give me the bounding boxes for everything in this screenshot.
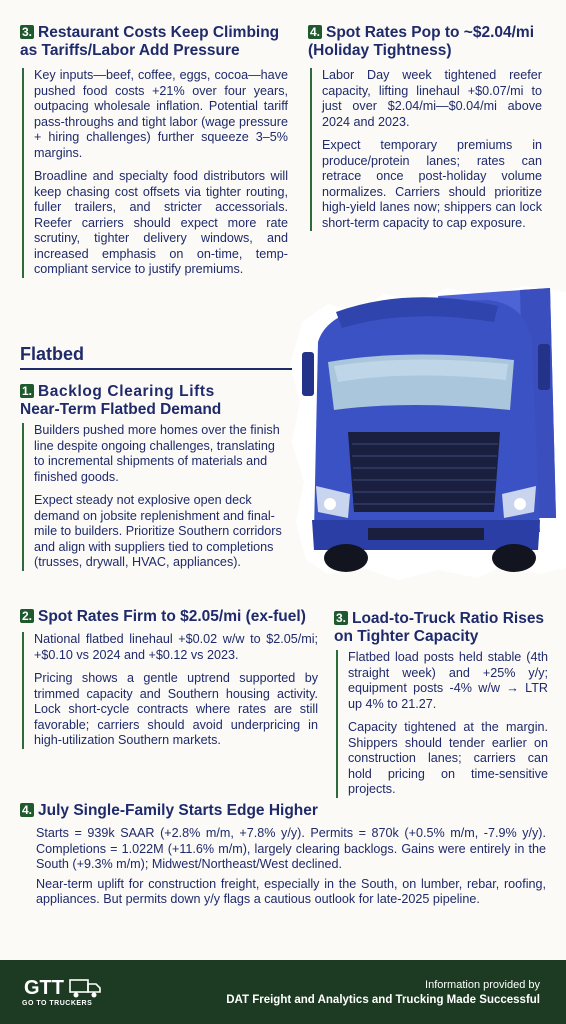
section-number: 3. bbox=[21, 25, 32, 39]
footer-credits bbox=[226, 978, 540, 1008]
paragraph: National flatbed linehaul +$0.02 w/w to $2.05/mi; +$0.10 vs 2024 and +$0.12 vs 2023. bbox=[34, 632, 318, 662]
paragraph: Starts = 939k SAAR (+2.8% m/m, +7.8% y/y). Permits = 870k (+0.5% m/m, -7.9% y/y). Completions = 1.022M (+11.6% m/m), largely clearing backlogs. Gains were entirely in the South (+9.3% m/m); Midwest/Northeast/West declined. bbox=[36, 826, 546, 871]
section-number: 4. bbox=[309, 25, 320, 39]
paragraph: Expect steady not explosive open deck demand on jobsite replenishment and final-mile to builders. Prioritize Southern corridors and align with suppliers tied to completions (trusses, drywall, HVAC, appliances). bbox=[34, 493, 282, 569]
credits-line1: Information provided by bbox=[425, 979, 540, 991]
gtt-logo bbox=[22, 974, 102, 1010]
paragraph: Key inputs—beef, coffee, eggs, cocoa—have pushed food costs +21% over four years, outpacing wholesale inflation. Potential tariff pass-throughs and tight labor (wage pressure + hiring challenges) further squeeze 3–5% margins. bbox=[34, 68, 288, 160]
heading-line1: Spot Rates Firm to $2.05/mi (ex-fuel) bbox=[38, 608, 306, 625]
section-divider bbox=[20, 368, 292, 370]
ltr-heading bbox=[334, 610, 556, 646]
paragraph: Pricing shows a gentle uptrend supported by trimmed capacity and Southern housing activity. Lock short-cycle contracts where rates are still favorable; carriers should avoid underpricing in high-utilization Southern markets. bbox=[34, 671, 318, 747]
reefer-spot-rates-heading bbox=[308, 24, 558, 60]
paragraph: Labor Day week tightened reefer capacity, lifting linehaul +$0.07/mi to just over $2.04/mi—$0.04/mi above 2024 and 2023. bbox=[322, 68, 542, 129]
starts-heading bbox=[20, 802, 340, 820]
ltr-body bbox=[336, 650, 548, 798]
heading-line2: as Tariffs/Labor Add Pressure bbox=[20, 42, 240, 59]
logo-subtext: GO TO TRUCKERS bbox=[22, 1000, 93, 1007]
restaurant-costs-body bbox=[22, 68, 288, 278]
heading-line2: on Tighter Capacity bbox=[334, 628, 479, 645]
paragraph: Builders pushed more homes over the finish line despite ongoing challenges, translating to incremental shipments of materials and finished goods. bbox=[34, 423, 280, 484]
truck-icon bbox=[288, 282, 566, 582]
flatbed-section-title: Flatbed bbox=[20, 344, 85, 364]
heading-line2: Near-Term Flatbed Demand bbox=[20, 401, 222, 418]
section-number: 3. bbox=[335, 611, 346, 625]
flatbed-spot-rates-body bbox=[22, 632, 318, 749]
restaurant-costs-heading bbox=[20, 24, 288, 60]
backlog-body bbox=[22, 423, 284, 571]
truck-illustration bbox=[288, 282, 566, 582]
backlog-heading bbox=[20, 383, 286, 419]
logo-truck-icon bbox=[22, 974, 102, 1000]
paragraph: Flatbed load posts held stable (4th straight week) and +25% y/y; equipment posts -4% w/w → LTR up 4% to 21.27. bbox=[348, 650, 548, 711]
heading-line1: Spot Rates Pop to ~$2.04/mi bbox=[326, 24, 535, 41]
reefer-spot-rates-body bbox=[310, 68, 542, 231]
credits-line2: DAT Freight and Analytics and Trucking Made Successful bbox=[226, 994, 540, 1006]
paragraph: Broadline and specialty food distributors will keep chasing cost offsets via tighter routing, fuller trailers, and stricter accessorials. Reefer carriers should expect more rate scrutiny, tighter delivery windows, and increased emphasis on on-time, temp-compliant service to justify premiums. bbox=[34, 169, 288, 276]
footer bbox=[0, 960, 566, 1024]
paragraph: Near-term uplift for construction freight, especially in the South, on lumber, rebar, roofing, appliances. But permits down y/y flags a cautious outlook for late-2025 pipeline. bbox=[36, 876, 546, 906]
section-number: 1. bbox=[21, 384, 32, 398]
section-number: 4. bbox=[21, 803, 32, 817]
logo-text: GTT bbox=[24, 977, 64, 999]
section-number: 2. bbox=[21, 609, 32, 623]
paragraph: Capacity tightened at the margin. Shippers should tender earlier on construction lanes; carriers can hold pricing on time-sensitive projects. bbox=[348, 720, 548, 796]
heading-line1: Backlog Clearing Lifts bbox=[38, 383, 215, 400]
heading-line1: Load-to-Truck Ratio Rises bbox=[352, 610, 545, 627]
heading-line1: July Single-Family Starts Edge Higher bbox=[38, 802, 318, 819]
starts-body bbox=[22, 826, 546, 908]
paragraph: Expect temporary premiums in produce/protein lanes; rates can retrace once post-holiday volume normalizes. Carriers should prioritize high-yield lanes now; shippers can lock short-term capacity to cap exposure. bbox=[322, 138, 542, 230]
flatbed-spot-rates-heading bbox=[20, 608, 320, 626]
heading-line1: Restaurant Costs Keep Climbing bbox=[38, 24, 280, 41]
heading-line2: (Holiday Tightness) bbox=[308, 42, 452, 59]
